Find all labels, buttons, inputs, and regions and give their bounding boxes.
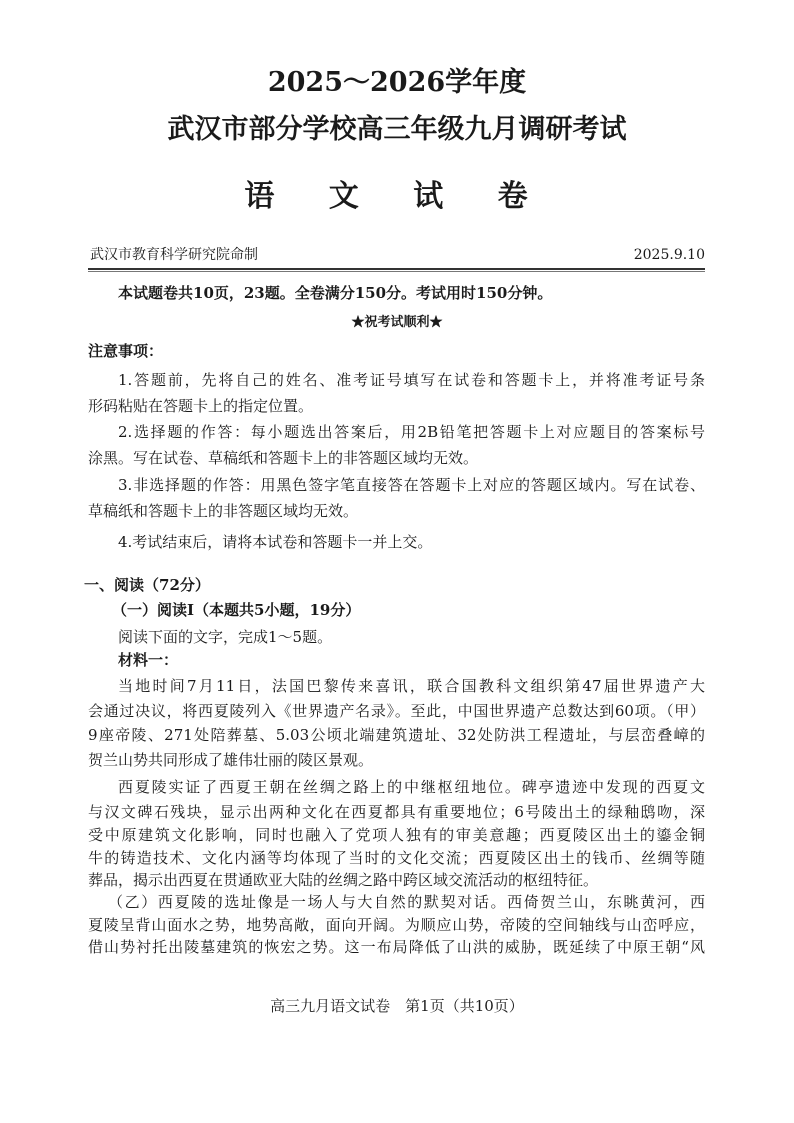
paragraph-line: 西夏陵实证了西夏王朝在丝绸之路上的中继枢纽地位。碑亭遗迹中发现的西夏文 xyxy=(118,778,705,796)
material-label: 材料一： xyxy=(118,651,179,669)
note-line: 1.答题前，先将自己的姓名、准考证号填写在试卷和答题卡上，并将准考证号条 xyxy=(118,371,705,389)
page-footer: 高三九月语文试卷 第1页（共10页） xyxy=(270,997,524,1015)
note-line: 4.考试结束后，请将本试卷和答题卡一并上交。 xyxy=(118,533,433,551)
note-line: 形码粘贴在答题卡上的指定位置。 xyxy=(88,397,314,415)
instruction: 阅读下面的文字，完成1～5题。 xyxy=(118,628,333,646)
paragraph-line: 牛的铸造技术、文化内涵等均体现了当时的文化交流；西夏陵区出土的钱币、丝绸等随 xyxy=(88,849,705,867)
paragraph-line: 葬品，揭示出西夏在贯通欧亚大陆的丝绸之路中跨区域交流活动的枢纽特征。 xyxy=(88,871,599,889)
note-line: 草稿纸和答题卡上的非答题区域均无效。 xyxy=(88,502,359,520)
paragraph-line: 借山势衬托出陵墓建筑的恢宏之势。这一布局降低了山洪的威胁，既延续了中原王朝“风 xyxy=(88,938,705,956)
exam-date: 2025.9.10 xyxy=(633,247,705,263)
paragraph-line: 会通过决议，将西夏陵列入《世界遗产名录》。至此，中国世界遗产总数达到60项。（甲） xyxy=(88,702,705,720)
year-title: 2025～2026学年度 xyxy=(267,67,527,98)
paragraph-line: 贺兰山势共同形成了雄伟壮丽的陵区景观。 xyxy=(88,751,374,769)
subsection-heading: （一）阅读Ⅰ（本题共5小题，19分） xyxy=(112,601,361,619)
issuer: 武汉市教育科学研究院命制 xyxy=(90,247,258,263)
paragraph-line: （乙）西夏陵的选址像是一场人与大自然的默契对话。西倚贺兰山，东眺黄河，西 xyxy=(108,893,705,911)
subject-title: 语 文 试 卷 xyxy=(244,179,550,214)
exam-summary: 本试题卷共10页，23题。全卷满分150分。考试用时150分钟。 xyxy=(118,284,553,302)
paragraph-line: 夏陵呈背山面水之势，地势高敞，面向开阔。为顺应山势，帝陵的空间轴线与山峦呼应， xyxy=(88,916,705,934)
paragraph-line: 当地时间7月11日，法国巴黎传来喜讯，联合国教科文组织第47届世界遗产大 xyxy=(118,677,705,695)
note-line: 涂黑。写在试卷、草稿纸和答题卡上的非答题区域均无效。 xyxy=(88,449,479,467)
header-rule-thin xyxy=(88,271,705,272)
good-luck-text: ★祝考试顺利★ xyxy=(351,315,443,330)
note-line: 3.非选择题的作答：用黑色签字笔直接答在答题卡上对应的答题区域内。写在试卷、 xyxy=(118,476,705,494)
exam-title: 武汉市部分学校高三年级九月调研考试 xyxy=(167,114,627,145)
paragraph-line: 9座帝陵、271处陪葬墓、5.03公顷北端建筑遗址、32处防洪工程遗址，与层峦叠嶂的 xyxy=(88,726,705,744)
header-rule xyxy=(88,268,705,270)
section-heading: 一、阅读（72分） xyxy=(84,576,210,594)
paragraph-line: 受中原建筑文化影响，同时也融入了党项人独有的审美意趣；西夏陵区出土的鎏金铜 xyxy=(88,826,705,844)
paragraph-line: 与汉文碑石残块，显示出两种文化在西夏都具有重要地位；6号陵出土的绿釉鸱吻，深 xyxy=(88,803,705,821)
notes-heading: 注意事项： xyxy=(88,342,164,360)
note-line: 2.选择题的作答：每小题选出答案后，用2B铅笔把答题卡上对应题目的答案标号 xyxy=(118,423,705,441)
